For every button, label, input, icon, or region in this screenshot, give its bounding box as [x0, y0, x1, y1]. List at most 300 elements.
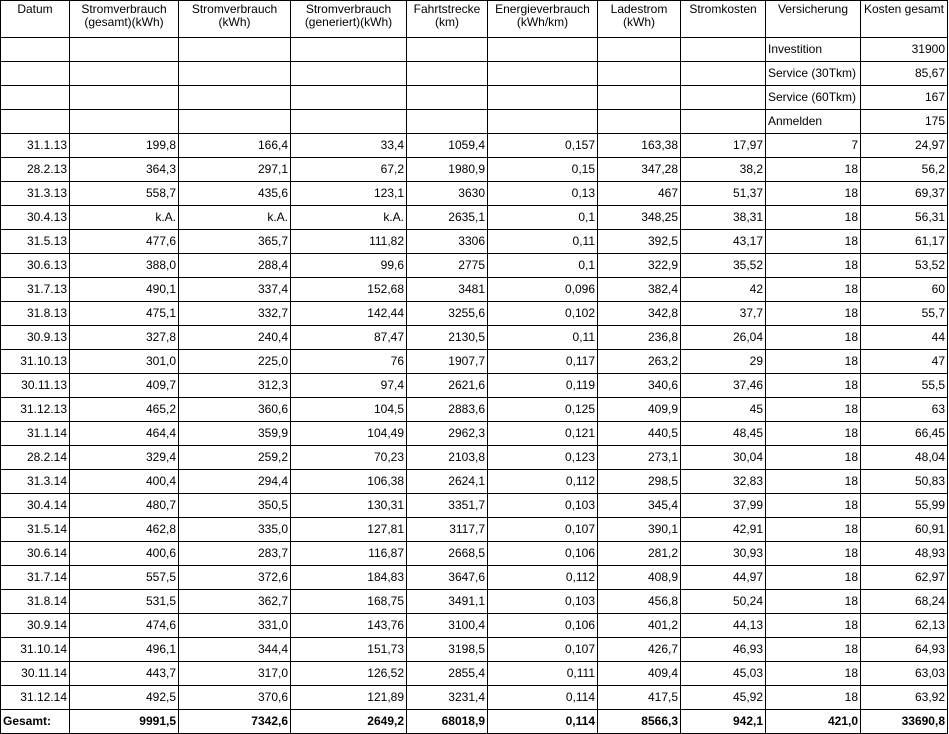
value-cell[interactable]: 123,1 [291, 182, 407, 206]
value-cell[interactable]: 0,11 [488, 230, 598, 254]
value-cell[interactable]: 121,89 [291, 686, 407, 710]
value-cell[interactable]: 0,1 [488, 254, 598, 278]
value-cell[interactable]: 331,0 [179, 614, 291, 638]
empty-cell[interactable] [179, 62, 291, 86]
value-cell[interactable]: 359,9 [179, 422, 291, 446]
extra-cost-value[interactable]: 167 [861, 86, 948, 110]
date-cell[interactable]: 31.3.13 [1, 182, 70, 206]
value-cell[interactable]: 62,13 [861, 614, 948, 638]
value-cell[interactable]: 340,6 [598, 374, 681, 398]
empty-cell[interactable] [70, 62, 179, 86]
value-cell[interactable]: 2621,6 [407, 374, 488, 398]
empty-cell[interactable] [407, 62, 488, 86]
value-cell[interactable]: k.A. [179, 206, 291, 230]
value-cell[interactable]: 2855,4 [407, 662, 488, 686]
value-cell[interactable]: 37,7 [681, 302, 766, 326]
date-cell[interactable]: 31.10.13 [1, 350, 70, 374]
value-cell[interactable]: 0,107 [488, 518, 598, 542]
date-cell[interactable]: 31.5.13 [1, 230, 70, 254]
value-cell[interactable]: 47 [861, 350, 948, 374]
value-cell[interactable]: 0,125 [488, 398, 598, 422]
extra-cost-value[interactable]: 85,67 [861, 62, 948, 86]
value-cell[interactable]: 0,111 [488, 662, 598, 686]
value-cell[interactable]: 76 [291, 350, 407, 374]
total-value[interactable]: 0,114 [488, 710, 598, 734]
value-cell[interactable]: 50,83 [861, 470, 948, 494]
value-cell[interactable]: 62,97 [861, 566, 948, 590]
value-cell[interactable]: 18 [766, 518, 861, 542]
value-cell[interactable]: 477,6 [70, 230, 179, 254]
value-cell[interactable]: 130,31 [291, 494, 407, 518]
header-cell[interactable]: Kosten gesamt [861, 1, 948, 38]
value-cell[interactable]: 18 [766, 590, 861, 614]
value-cell[interactable]: 283,7 [179, 542, 291, 566]
date-cell[interactable]: 31.5.14 [1, 518, 70, 542]
value-cell[interactable]: 55,99 [861, 494, 948, 518]
date-cell[interactable]: 30.6.14 [1, 542, 70, 566]
value-cell[interactable]: 0,103 [488, 590, 598, 614]
value-cell[interactable]: 33,4 [291, 134, 407, 158]
value-cell[interactable]: 1907,7 [407, 350, 488, 374]
value-cell[interactable]: 48,93 [861, 542, 948, 566]
value-cell[interactable]: 409,4 [598, 662, 681, 686]
value-cell[interactable]: 152,68 [291, 278, 407, 302]
value-cell[interactable]: 18 [766, 542, 861, 566]
value-cell[interactable]: 409,7 [70, 374, 179, 398]
value-cell[interactable]: 337,4 [179, 278, 291, 302]
value-cell[interactable]: 263,2 [598, 350, 681, 374]
date-cell[interactable]: 31.7.14 [1, 566, 70, 590]
value-cell[interactable]: 44 [861, 326, 948, 350]
empty-cell[interactable] [179, 86, 291, 110]
value-cell[interactable]: 0,11 [488, 326, 598, 350]
value-cell[interactable]: 372,6 [179, 566, 291, 590]
date-cell[interactable]: 31.1.14 [1, 422, 70, 446]
value-cell[interactable]: 344,4 [179, 638, 291, 662]
value-cell[interactable]: 474,6 [70, 614, 179, 638]
extra-cost-value[interactable]: 175 [861, 110, 948, 134]
header-cell[interactable]: Datum [1, 1, 70, 38]
value-cell[interactable]: 3100,4 [407, 614, 488, 638]
empty-cell[interactable] [291, 38, 407, 62]
date-cell[interactable]: 28.2.13 [1, 158, 70, 182]
value-cell[interactable]: 327,8 [70, 326, 179, 350]
value-cell[interactable]: 390,1 [598, 518, 681, 542]
total-label[interactable]: Gesamt: [1, 710, 70, 734]
value-cell[interactable]: 3481 [407, 278, 488, 302]
value-cell[interactable]: 104,5 [291, 398, 407, 422]
value-cell[interactable]: 1059,4 [407, 134, 488, 158]
value-cell[interactable]: 0,121 [488, 422, 598, 446]
value-cell[interactable]: 456,8 [598, 590, 681, 614]
value-cell[interactable]: 48,04 [861, 446, 948, 470]
value-cell[interactable]: 1980,9 [407, 158, 488, 182]
value-cell[interactable]: 0,112 [488, 566, 598, 590]
value-cell[interactable]: 44,13 [681, 614, 766, 638]
value-cell[interactable]: 0,119 [488, 374, 598, 398]
empty-cell[interactable] [488, 62, 598, 86]
empty-cell[interactable] [1, 110, 70, 134]
value-cell[interactable]: 3491,1 [407, 590, 488, 614]
value-cell[interactable]: 2624,1 [407, 470, 488, 494]
date-cell[interactable]: 30.6.13 [1, 254, 70, 278]
value-cell[interactable]: 2883,6 [407, 398, 488, 422]
value-cell[interactable]: 38,2 [681, 158, 766, 182]
empty-cell[interactable] [70, 38, 179, 62]
total-value[interactable]: 68018,9 [407, 710, 488, 734]
value-cell[interactable]: 322,9 [598, 254, 681, 278]
extra-cost-label[interactable]: Service (30Tkm) [766, 62, 861, 86]
value-cell[interactable]: k.A. [70, 206, 179, 230]
empty-cell[interactable] [598, 86, 681, 110]
value-cell[interactable]: 55,7 [861, 302, 948, 326]
value-cell[interactable]: 317,0 [179, 662, 291, 686]
value-cell[interactable]: 558,7 [70, 182, 179, 206]
value-cell[interactable]: 45 [681, 398, 766, 422]
value-cell[interactable]: 18 [766, 662, 861, 686]
value-cell[interactable]: 0,13 [488, 182, 598, 206]
value-cell[interactable]: 67,2 [291, 158, 407, 182]
value-cell[interactable]: 225,0 [179, 350, 291, 374]
date-cell[interactable]: 30.4.13 [1, 206, 70, 230]
value-cell[interactable]: 342,8 [598, 302, 681, 326]
value-cell[interactable]: 87,47 [291, 326, 407, 350]
value-cell[interactable]: k.A. [291, 206, 407, 230]
value-cell[interactable]: 60 [861, 278, 948, 302]
value-cell[interactable]: 236,8 [598, 326, 681, 350]
value-cell[interactable]: 364,3 [70, 158, 179, 182]
value-cell[interactable]: 18 [766, 446, 861, 470]
empty-cell[interactable] [598, 62, 681, 86]
date-cell[interactable]: 31.3.14 [1, 470, 70, 494]
date-cell[interactable]: 31.10.14 [1, 638, 70, 662]
value-cell[interactable]: 294,4 [179, 470, 291, 494]
value-cell[interactable]: 3255,6 [407, 302, 488, 326]
value-cell[interactable]: 151,73 [291, 638, 407, 662]
value-cell[interactable]: 388,0 [70, 254, 179, 278]
header-cell[interactable]: Versicherung [766, 1, 861, 38]
value-cell[interactable]: 480,7 [70, 494, 179, 518]
value-cell[interactable]: 329,4 [70, 446, 179, 470]
value-cell[interactable]: 18 [766, 254, 861, 278]
value-cell[interactable]: 63,92 [861, 686, 948, 710]
value-cell[interactable]: 531,5 [70, 590, 179, 614]
value-cell[interactable]: 106,38 [291, 470, 407, 494]
value-cell[interactable]: 68,24 [861, 590, 948, 614]
value-cell[interactable]: 44,97 [681, 566, 766, 590]
value-cell[interactable]: 0,117 [488, 350, 598, 374]
date-cell[interactable]: 31.1.13 [1, 134, 70, 158]
value-cell[interactable]: 38,31 [681, 206, 766, 230]
value-cell[interactable]: 0,107 [488, 638, 598, 662]
empty-cell[interactable] [681, 110, 766, 134]
value-cell[interactable]: 240,4 [179, 326, 291, 350]
empty-cell[interactable] [681, 62, 766, 86]
value-cell[interactable]: 2668,5 [407, 542, 488, 566]
value-cell[interactable]: 0,157 [488, 134, 598, 158]
date-cell[interactable]: 31.8.13 [1, 302, 70, 326]
value-cell[interactable]: 56,2 [861, 158, 948, 182]
value-cell[interactable]: 332,7 [179, 302, 291, 326]
value-cell[interactable]: 116,87 [291, 542, 407, 566]
value-cell[interactable]: 3351,7 [407, 494, 488, 518]
date-cell[interactable]: 31.8.14 [1, 590, 70, 614]
value-cell[interactable]: 365,7 [179, 230, 291, 254]
value-cell[interactable]: 163,38 [598, 134, 681, 158]
value-cell[interactable]: 392,5 [598, 230, 681, 254]
value-cell[interactable]: 18 [766, 230, 861, 254]
value-cell[interactable]: 142,44 [291, 302, 407, 326]
date-cell[interactable]: 30.11.14 [1, 662, 70, 686]
value-cell[interactable]: 29 [681, 350, 766, 374]
value-cell[interactable]: 3306 [407, 230, 488, 254]
value-cell[interactable]: 69,37 [861, 182, 948, 206]
total-value[interactable]: 421,0 [766, 710, 861, 734]
value-cell[interactable]: 111,82 [291, 230, 407, 254]
value-cell[interactable]: 465,2 [70, 398, 179, 422]
value-cell[interactable]: 382,4 [598, 278, 681, 302]
value-cell[interactable]: 0,106 [488, 542, 598, 566]
value-cell[interactable]: 30,04 [681, 446, 766, 470]
value-cell[interactable]: 462,8 [70, 518, 179, 542]
value-cell[interactable]: 0,123 [488, 446, 598, 470]
value-cell[interactable]: 42,91 [681, 518, 766, 542]
date-cell[interactable]: 31.7.13 [1, 278, 70, 302]
value-cell[interactable]: 18 [766, 494, 861, 518]
empty-cell[interactable] [681, 86, 766, 110]
value-cell[interactable]: 184,83 [291, 566, 407, 590]
date-cell[interactable]: 30.9.14 [1, 614, 70, 638]
value-cell[interactable]: 435,6 [179, 182, 291, 206]
value-cell[interactable]: 199,8 [70, 134, 179, 158]
value-cell[interactable]: 335,0 [179, 518, 291, 542]
value-cell[interactable]: 99,6 [291, 254, 407, 278]
empty-cell[interactable] [291, 110, 407, 134]
value-cell[interactable]: 492,5 [70, 686, 179, 710]
value-cell[interactable]: 345,4 [598, 494, 681, 518]
total-value[interactable]: 9991,5 [70, 710, 179, 734]
value-cell[interactable]: 18 [766, 374, 861, 398]
value-cell[interactable]: 3198,5 [407, 638, 488, 662]
value-cell[interactable]: 37,99 [681, 494, 766, 518]
value-cell[interactable]: 409,9 [598, 398, 681, 422]
value-cell[interactable]: 60,91 [861, 518, 948, 542]
value-cell[interactable]: 30,93 [681, 542, 766, 566]
value-cell[interactable]: 51,37 [681, 182, 766, 206]
value-cell[interactable]: 18 [766, 422, 861, 446]
value-cell[interactable]: 18 [766, 566, 861, 590]
value-cell[interactable]: 0,112 [488, 470, 598, 494]
empty-cell[interactable] [598, 110, 681, 134]
empty-cell[interactable] [179, 110, 291, 134]
value-cell[interactable]: 70,23 [291, 446, 407, 470]
value-cell[interactable]: 2103,8 [407, 446, 488, 470]
empty-cell[interactable] [407, 86, 488, 110]
value-cell[interactable]: 43,17 [681, 230, 766, 254]
header-cell[interactable]: Energieverbrauch (kWh/km) [488, 1, 598, 38]
value-cell[interactable]: 3647,6 [407, 566, 488, 590]
value-cell[interactable]: 301,0 [70, 350, 179, 374]
value-cell[interactable]: 408,9 [598, 566, 681, 590]
value-cell[interactable]: 475,1 [70, 302, 179, 326]
date-cell[interactable]: 31.12.13 [1, 398, 70, 422]
value-cell[interactable]: 259,2 [179, 446, 291, 470]
value-cell[interactable]: 35,52 [681, 254, 766, 278]
value-cell[interactable]: 18 [766, 326, 861, 350]
value-cell[interactable]: 347,28 [598, 158, 681, 182]
empty-cell[interactable] [70, 110, 179, 134]
date-cell[interactable]: 28.2.14 [1, 446, 70, 470]
value-cell[interactable]: 46,93 [681, 638, 766, 662]
value-cell[interactable]: 63 [861, 398, 948, 422]
value-cell[interactable]: 2775 [407, 254, 488, 278]
value-cell[interactable]: 557,5 [70, 566, 179, 590]
value-cell[interactable]: 7 [766, 134, 861, 158]
value-cell[interactable]: 18 [766, 398, 861, 422]
value-cell[interactable]: 26,04 [681, 326, 766, 350]
value-cell[interactable]: 400,4 [70, 470, 179, 494]
value-cell[interactable]: 3117,7 [407, 518, 488, 542]
empty-cell[interactable] [291, 86, 407, 110]
value-cell[interactable]: 18 [766, 614, 861, 638]
value-cell[interactable]: 464,4 [70, 422, 179, 446]
value-cell[interactable]: 0,15 [488, 158, 598, 182]
value-cell[interactable]: 37,46 [681, 374, 766, 398]
empty-cell[interactable] [681, 38, 766, 62]
value-cell[interactable]: 18 [766, 302, 861, 326]
value-cell[interactable]: 400,6 [70, 542, 179, 566]
header-cell[interactable]: Stromverbrauch (gesamt)(kWh) [70, 1, 179, 38]
value-cell[interactable]: 426,7 [598, 638, 681, 662]
value-cell[interactable]: 281,2 [598, 542, 681, 566]
value-cell[interactable]: 2635,1 [407, 206, 488, 230]
value-cell[interactable]: 127,81 [291, 518, 407, 542]
empty-cell[interactable] [598, 38, 681, 62]
value-cell[interactable]: 2962,3 [407, 422, 488, 446]
value-cell[interactable]: 18 [766, 158, 861, 182]
value-cell[interactable]: 61,17 [861, 230, 948, 254]
value-cell[interactable]: 370,6 [179, 686, 291, 710]
value-cell[interactable]: 18 [766, 182, 861, 206]
value-cell[interactable]: 18 [766, 278, 861, 302]
value-cell[interactable]: 490,1 [70, 278, 179, 302]
date-cell[interactable]: 30.4.14 [1, 494, 70, 518]
value-cell[interactable]: 17,97 [681, 134, 766, 158]
extra-cost-value[interactable]: 31900 [861, 38, 948, 62]
value-cell[interactable]: 97,4 [291, 374, 407, 398]
date-cell[interactable]: 30.9.13 [1, 326, 70, 350]
value-cell[interactable]: 18 [766, 350, 861, 374]
value-cell[interactable]: 18 [766, 686, 861, 710]
value-cell[interactable]: 401,2 [598, 614, 681, 638]
value-cell[interactable]: 42 [681, 278, 766, 302]
date-cell[interactable]: 30.11.13 [1, 374, 70, 398]
value-cell[interactable]: 104,49 [291, 422, 407, 446]
empty-cell[interactable] [1, 62, 70, 86]
empty-cell[interactable] [1, 86, 70, 110]
value-cell[interactable]: 166,4 [179, 134, 291, 158]
header-cell[interactable]: Ladestrom (kWh) [598, 1, 681, 38]
value-cell[interactable]: 0,102 [488, 302, 598, 326]
value-cell[interactable]: 55,5 [861, 374, 948, 398]
value-cell[interactable]: 0,114 [488, 686, 598, 710]
value-cell[interactable]: 362,7 [179, 590, 291, 614]
total-value[interactable]: 2649,2 [291, 710, 407, 734]
value-cell[interactable]: 312,3 [179, 374, 291, 398]
header-cell[interactable]: Fahrtstrecke (km) [407, 1, 488, 38]
value-cell[interactable]: 18 [766, 470, 861, 494]
value-cell[interactable]: 0,096 [488, 278, 598, 302]
value-cell[interactable]: 288,4 [179, 254, 291, 278]
empty-cell[interactable] [407, 38, 488, 62]
value-cell[interactable]: 66,45 [861, 422, 948, 446]
value-cell[interactable]: 18 [766, 638, 861, 662]
value-cell[interactable]: 53,52 [861, 254, 948, 278]
empty-cell[interactable] [488, 86, 598, 110]
empty-cell[interactable] [291, 62, 407, 86]
empty-cell[interactable] [179, 38, 291, 62]
empty-cell[interactable] [488, 110, 598, 134]
extra-cost-label[interactable]: Anmelden [766, 110, 861, 134]
value-cell[interactable]: 417,5 [598, 686, 681, 710]
value-cell[interactable]: 50,24 [681, 590, 766, 614]
value-cell[interactable]: 3231,4 [407, 686, 488, 710]
value-cell[interactable]: 18 [766, 206, 861, 230]
value-cell[interactable]: 56,31 [861, 206, 948, 230]
value-cell[interactable]: 348,25 [598, 206, 681, 230]
value-cell[interactable]: 273,1 [598, 446, 681, 470]
value-cell[interactable]: 143,76 [291, 614, 407, 638]
empty-cell[interactable] [488, 38, 598, 62]
value-cell[interactable]: 64,93 [861, 638, 948, 662]
value-cell[interactable]: 496,1 [70, 638, 179, 662]
value-cell[interactable]: 443,7 [70, 662, 179, 686]
value-cell[interactable]: 0,103 [488, 494, 598, 518]
value-cell[interactable]: 126,52 [291, 662, 407, 686]
empty-cell[interactable] [407, 110, 488, 134]
value-cell[interactable]: 24,97 [861, 134, 948, 158]
extra-cost-label[interactable]: Service (60Tkm) [766, 86, 861, 110]
value-cell[interactable]: 0,106 [488, 614, 598, 638]
value-cell[interactable]: 45,03 [681, 662, 766, 686]
extra-cost-label[interactable]: Investition [766, 38, 861, 62]
empty-cell[interactable] [1, 38, 70, 62]
value-cell[interactable]: 0,1 [488, 206, 598, 230]
total-value[interactable]: 942,1 [681, 710, 766, 734]
value-cell[interactable]: 168,75 [291, 590, 407, 614]
value-cell[interactable]: 440,5 [598, 422, 681, 446]
header-cell[interactable]: Stromverbrauch (kWh) [179, 1, 291, 38]
value-cell[interactable]: 350,5 [179, 494, 291, 518]
value-cell[interactable]: 45,92 [681, 686, 766, 710]
header-cell[interactable]: Stromkosten [681, 1, 766, 38]
total-value[interactable]: 7342,6 [179, 710, 291, 734]
value-cell[interactable]: 467 [598, 182, 681, 206]
value-cell[interactable]: 32,83 [681, 470, 766, 494]
value-cell[interactable]: 63,03 [861, 662, 948, 686]
value-cell[interactable]: 298,5 [598, 470, 681, 494]
date-cell[interactable]: 31.12.14 [1, 686, 70, 710]
value-cell[interactable]: 2130,5 [407, 326, 488, 350]
value-cell[interactable]: 360,6 [179, 398, 291, 422]
empty-cell[interactable] [70, 86, 179, 110]
total-value[interactable]: 33690,8 [861, 710, 948, 734]
header-cell[interactable]: Stromverbrauch (generiert)(kWh) [291, 1, 407, 38]
value-cell[interactable]: 48,45 [681, 422, 766, 446]
value-cell[interactable]: 297,1 [179, 158, 291, 182]
value-cell[interactable]: 3630 [407, 182, 488, 206]
total-value[interactable]: 8566,3 [598, 710, 681, 734]
